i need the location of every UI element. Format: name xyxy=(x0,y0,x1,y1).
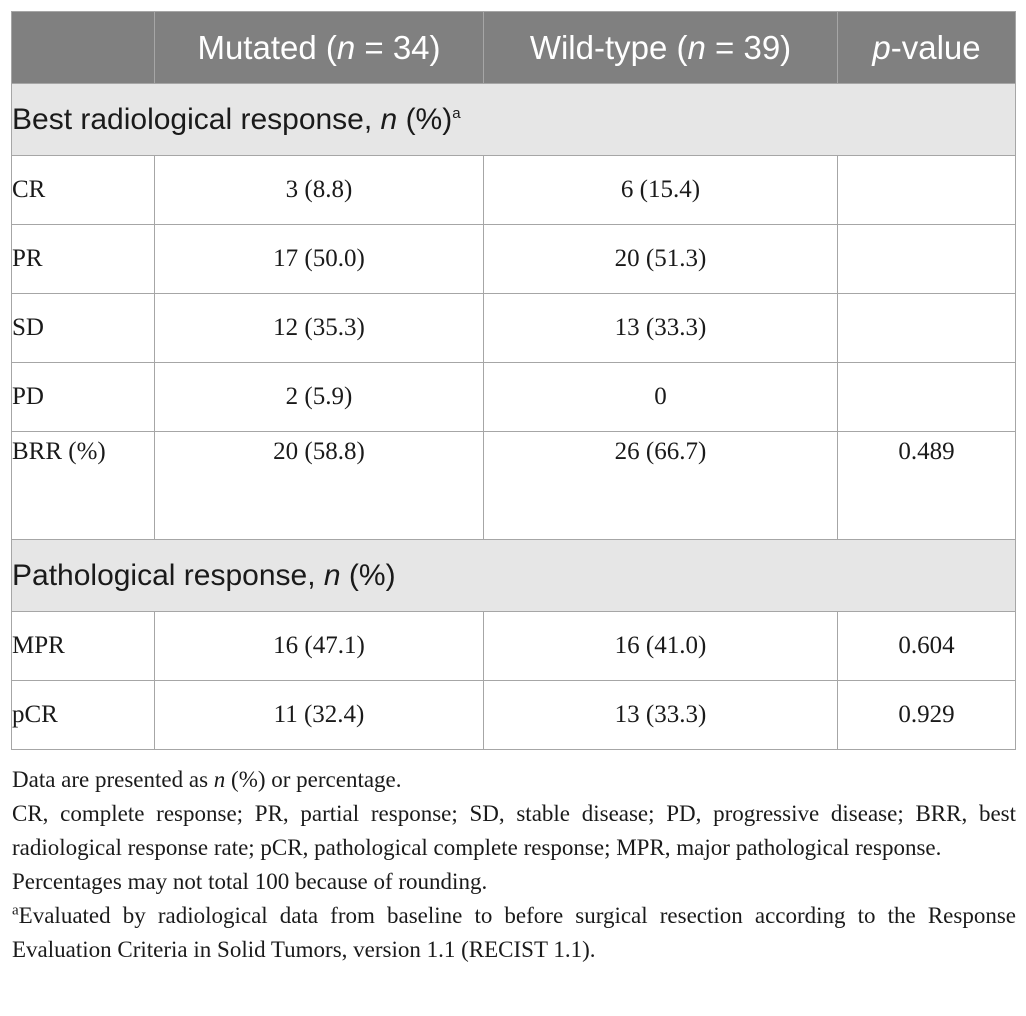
cell-wildtype: 6 (15.4) xyxy=(484,156,838,225)
cell-wildtype: 26 (66.7) xyxy=(484,432,838,540)
section-radiological xyxy=(12,84,1016,156)
cell-p-value xyxy=(838,294,1016,363)
table-row xyxy=(12,225,1016,294)
row-label: SD xyxy=(12,294,155,363)
table-row xyxy=(12,612,1016,681)
cell-mutated: 12 (35.3) xyxy=(155,294,484,363)
cell-mutated: 2 (5.9) xyxy=(155,363,484,432)
row-label: CR xyxy=(12,156,155,225)
header-wildtype: Wild-type (n = 39) xyxy=(484,12,838,84)
cell-p-value xyxy=(838,225,1016,294)
cell-p-value xyxy=(838,156,1016,225)
section-title: Best radiological response, n (%)$^a$ xyxy=(12,84,1016,156)
cell-wildtype: 13 (33.3) xyxy=(484,681,838,750)
row-label: PD xyxy=(12,363,155,432)
header-p-value: p-value xyxy=(838,12,1016,84)
footnote-data-format: Data are presented as n (%) or percentage. xyxy=(12,767,402,792)
table-row xyxy=(12,432,1016,540)
cell-p-value xyxy=(838,363,1016,432)
cell-wildtype: 20 (51.3) xyxy=(484,225,838,294)
cell-p-value: 0.604 xyxy=(838,612,1016,681)
header-mutated: Mutated (n = 34) xyxy=(155,12,484,84)
cell-mutated: 20 (58.8) xyxy=(155,432,484,540)
section-pathological xyxy=(12,540,1016,612)
table-footnotes xyxy=(12,763,1016,967)
table-header-row xyxy=(12,12,1016,84)
row-label: MPR xyxy=(12,612,155,681)
table-row xyxy=(12,363,1016,432)
cell-wildtype: 13 (33.3) xyxy=(484,294,838,363)
table-row xyxy=(12,156,1016,225)
footnote-rounding: Percentages may not total 100 because of rounding. xyxy=(12,869,488,894)
response-table xyxy=(11,11,1016,750)
section-title: Pathological response, n (%) xyxy=(12,540,1016,612)
cell-mutated: 11 (32.4) xyxy=(155,681,484,750)
table-row xyxy=(12,681,1016,750)
cell-mutated: 16 (47.1) xyxy=(155,612,484,681)
table-row xyxy=(12,294,1016,363)
row-label: pCR xyxy=(12,681,155,750)
footnote-abbreviations: CR, complete response; PR, partial response; SD, stable disease; PD, progressive disease; BRR, best radiological response rate; pCR, pathological complete response; MPR, major pathological response. xyxy=(12,801,1016,860)
cell-p-value: 0.489 xyxy=(838,432,1016,540)
row-label: BRR (%) xyxy=(12,432,155,540)
cell-p-value: 0.929 xyxy=(838,681,1016,750)
footnote-a: $^a$Evaluated by radiological data from baseline to before surgical resection according to the Response Evaluation Criteria in Solid Tumors, version 1.1 (RECIST 1.1). xyxy=(12,902,1016,962)
cell-wildtype: 16 (41.0) xyxy=(484,612,838,681)
cell-mutated: 17 (50.0) xyxy=(155,225,484,294)
row-label: PR xyxy=(12,225,155,294)
cell-wildtype: 0 xyxy=(484,363,838,432)
header-empty xyxy=(12,12,155,84)
cell-mutated: 3 (8.8) xyxy=(155,156,484,225)
